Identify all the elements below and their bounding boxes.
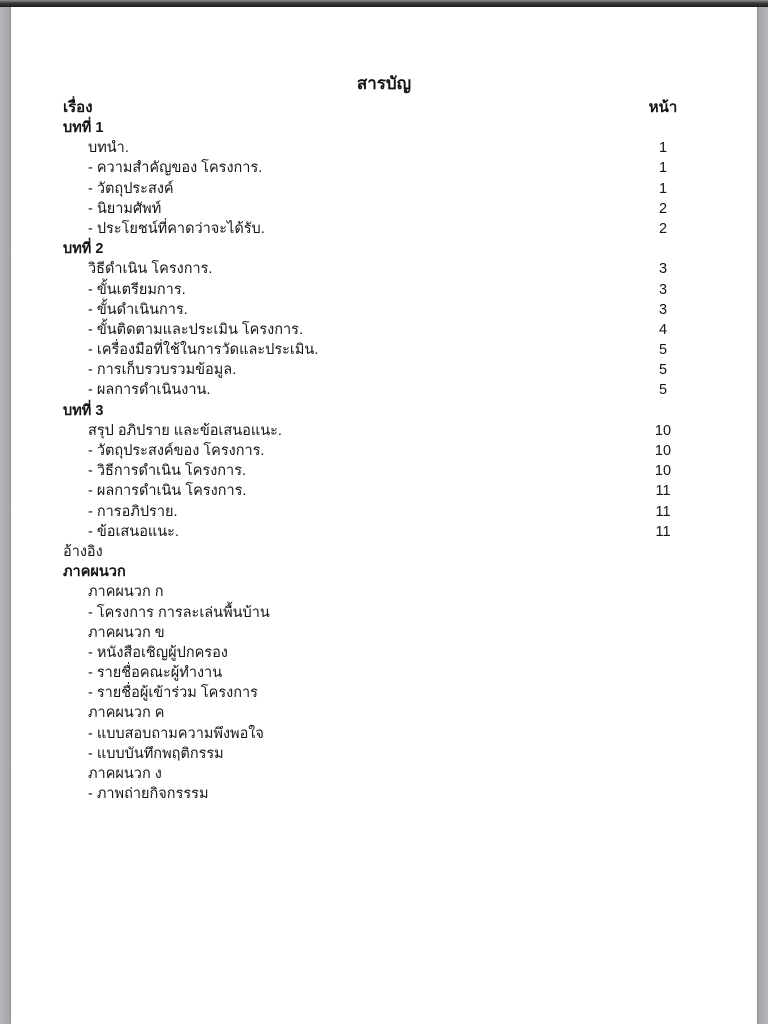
toc-row-label: - รายชื่อผู้เข้าร่วม โครงการ (88, 685, 258, 702)
toc-row-label: - วัตถุประสงค์ของ โครงการ. (88, 443, 265, 459)
toc-row-label: - ภาพถ่ายกิจกรรรม (88, 786, 209, 803)
toc-row (11, 522, 757, 542)
toc-row (11, 441, 757, 461)
toc-row-label: - หนังสือเชิญผู้ปกครอง (88, 644, 228, 661)
toc-row (11, 703, 757, 723)
toc-row-label: - โครงการ การละเล่นพื้นบ้าน (88, 604, 270, 621)
toc-row-page-number: 1 (658, 180, 668, 197)
toc-row (11, 421, 757, 441)
toc-row-page-number: 2 (658, 200, 668, 217)
toc-row (11, 239, 757, 259)
toc-row-page-number: 5 (658, 342, 668, 359)
toc-row-label: - การเก็บรวบรวมข้อมูล. (88, 362, 237, 379)
page-left-edge (0, 7, 11, 1024)
toc-row (11, 744, 757, 764)
toc-row (11, 562, 757, 582)
toc-row-page-number: 1 (658, 140, 668, 157)
toc-row-page-number: 3 (658, 281, 668, 298)
toc-row-label: - ขั้นติดตามและประเมิน โครงการ. (88, 321, 303, 338)
toc-row-label: - รายชื่อคณะผู้ทำงาน (88, 665, 223, 682)
toc-row-page-number: 5 (658, 362, 668, 379)
document-page (11, 7, 757, 1024)
toc-row-page-number: 3 (658, 301, 668, 318)
toc-row (11, 280, 757, 300)
toc-row-label: - ขั้นดำเนินการ. (88, 301, 188, 318)
page-right-edge (757, 7, 768, 1024)
toc-row-label: วิธีดำเนิน โครงการ. (88, 261, 213, 278)
toc-row-label: - ประโยชน์ที่คาดว่าจะได้รับ. (88, 220, 265, 237)
toc-row-label: - นิยามศัพท์ (88, 200, 162, 217)
toc-row-page-number: 11 (655, 523, 671, 540)
toc-row-page-number: 1 (658, 160, 668, 177)
toc-row-label: - ผลการดำเนิน โครงการ. (88, 483, 247, 500)
toc-row-label: - แบบบันทึกพฤติกรรม (88, 745, 224, 762)
toc-row (11, 259, 757, 279)
toc-row-label: อ้างอิง (63, 543, 103, 560)
toc-row (11, 663, 757, 683)
toc-row-label: ภาคผนวก ง (88, 766, 162, 782)
toc-row (11, 199, 757, 219)
toc-row-label: บทที่ 3 (63, 402, 104, 419)
toc-row (11, 158, 757, 178)
toc-row-label: - เครื่องมือที่ใช้ในการวัดและประเมิน. (88, 342, 319, 359)
toc-row (11, 179, 757, 199)
toc-row-page-number: 3 (658, 261, 668, 278)
toc-row-label: บทที่ 2 (63, 241, 104, 258)
toc-row (11, 138, 757, 158)
toc-row (11, 461, 757, 481)
toc-row (11, 623, 757, 643)
toc-row (11, 481, 757, 501)
toc-row-label: - วัตถุประสงค์ (88, 180, 174, 197)
toc-row-label: ภาคผนวก ก (88, 584, 164, 601)
toc-row (11, 401, 757, 421)
toc-row-label: - ผลการดำเนินงาน. (88, 382, 211, 399)
toc-row-label: บทนำ. (88, 140, 129, 157)
toc-row-label: - ข้อเสนอแนะ. (88, 523, 179, 540)
toc-column-header (11, 97, 757, 118)
toc-row (11, 542, 757, 562)
toc-row-label: บทที่ 1 (63, 120, 104, 136)
toc-row-label: ภาคผนวก (63, 564, 126, 581)
toc-row-label: ภาคผนวก ค (88, 705, 165, 722)
toc-row-label: - ขั้นเตรียมการ. (88, 281, 186, 298)
toc-row (11, 219, 757, 239)
toc-column-subject: เรื่อง (63, 99, 93, 116)
toc-row-label: ภาคผนวก ข (88, 624, 165, 641)
page-title: สารบัญ (356, 74, 412, 93)
toc-row (11, 724, 757, 744)
toc-row (11, 582, 757, 602)
toc-row (11, 502, 757, 522)
toc-row (11, 683, 757, 703)
toc-row-page-number: 10 (654, 463, 672, 480)
toc-row (11, 118, 757, 138)
toc-row-page-number: 2 (658, 220, 668, 237)
toc-row-page-number: 10 (654, 422, 672, 439)
toc-row-label: - ความสำคัญของ โครงการ. (88, 160, 263, 177)
toc-column-page: หน้า (648, 99, 678, 116)
toc-row (11, 784, 757, 804)
toc-row (11, 643, 757, 663)
viewer-top-edge (0, 0, 768, 7)
toc-row-page-number: 5 (658, 382, 668, 399)
toc-row-label: สรุป อภิปราย และข้อเสนอแนะ. (88, 422, 282, 439)
toc-row (11, 360, 757, 380)
toc-row-page-number: 4 (658, 321, 668, 338)
toc-row-label: - การอภิปราย. (88, 503, 178, 520)
toc-row (11, 300, 757, 320)
toc-row-page-number: 11 (655, 483, 671, 500)
toc-row (11, 320, 757, 340)
toc-row-label: - แบบสอบถามความพึงพอใจ (88, 725, 264, 742)
toc-row-page-number: 11 (655, 503, 671, 520)
toc-row-page-number: 10 (654, 443, 672, 459)
toc-row (11, 764, 757, 784)
toc-list (11, 118, 757, 804)
toc-row (11, 603, 757, 623)
toc-row-label: - วิธีการดำเนิน โครงการ. (88, 463, 247, 480)
toc-row (11, 340, 757, 360)
toc-row (11, 380, 757, 400)
